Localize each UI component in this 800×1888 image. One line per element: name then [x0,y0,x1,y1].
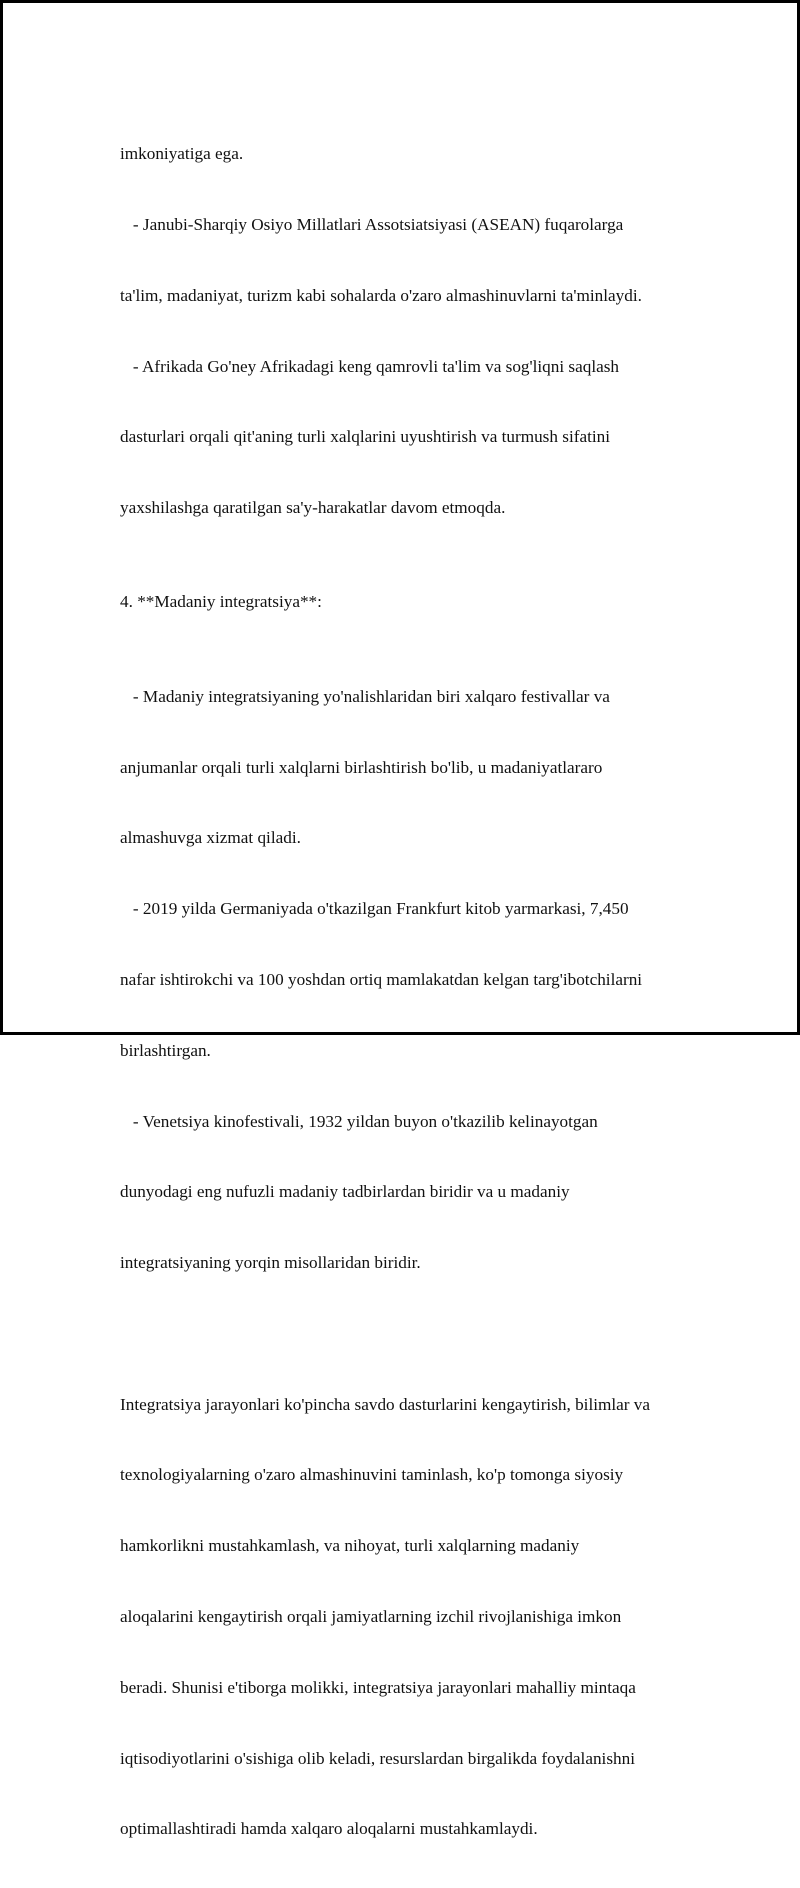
text-line: integratsiyaning yorqin misollaridan biridir. [120,1253,421,1273]
text-line: Integratsiya jarayonlari ko'pincha savdo dasturlarini kengaytirish, bilimlar va [120,1394,651,1414]
text-line: - Venetsiya kinofestivali, 1932 yildan buyon o'tkazilib kelinayotgan [120,1111,598,1131]
text-line: hamkorlikni mustahkamlash, va nihoyat, turli xalqlarning madaniy [120,1536,580,1556]
text-line: anjumanlar orqali turli xalqlarni birlashtirish bo'lib, u madaniyatlararo [120,757,603,777]
section-heading: 4. **Madaniy integratsiya**: [120,592,322,612]
text-line: - 2019 yilda Germaniyada o'tkazilgan Frankfurt kitob yarmarkasi, 7,450 [120,899,629,919]
text-line: yaxshilashga qaratilgan sa'y-harakatlar davom etmoqda. [120,498,506,518]
paragraph-regional-examples [120,95,700,567]
text-line: optimallashtiradi hamda xalqaro aloqalarni mustahkamlaydi. [120,1819,538,1839]
text-line: - Madaniy integratsiyaning yo'nalishlaridan biri xalqaro festivallar va [120,686,610,706]
paragraph-gap [120,1322,700,1346]
paragraph-cultural-integration [120,638,700,1322]
text-line: imkoniyatiga ega. [120,144,244,164]
paragraph-conclusion [120,1345,700,1888]
text-line: ta'lim, madaniyat, turizm kabi sohalarda o'zaro almashinuvlarni ta'minlaydi. [120,285,642,305]
text-line: nafar ishtirokchi va 100 yoshdan ortiq mamlakatdan kelgan targ'ibotchilarni [120,969,643,989]
text-line: aloqalarini kengaytirish orqali jamiyatlarning izchil rivojlanishiga imkon [120,1607,622,1626]
text-line: birlashtirgan. [120,1040,211,1060]
paragraph-gap [120,614,700,638]
text-line: - Afrikada Go'ney Afrikadagi keng qamrovli ta'lim va sog'liqni saqlash [120,356,620,376]
text-line: dasturlari orqali qit'aning turli xalqlarini uyushtirish va turmush sifatini [120,427,610,447]
text-line: texnologiyalarning o'zaro almashinuvini taminlash, ko'p tomonga siyosiy [120,1465,624,1485]
text-line: almashuvga xizmat qiladi. [120,828,301,848]
text-line: beradi. Shunisi e'tiborga molikki, integratsiya jarayonlari mahalliy mintaqa [120,1677,636,1697]
text-line: dunyodagi eng nufuzli madaniy tadbirlardan biridir va u madaniy [120,1182,570,1202]
text-line: - Janubi-Sharqiy Osiyo Millatlari Assotsiatsiyasi (ASEAN) fuqarolarga [120,214,624,234]
paragraph-gap [120,567,700,591]
text-line: iqtisodiyotlarini o'sishiga olib keladi, resurslardan birgalikda foydalanishni [120,1748,635,1768]
page-content [120,95,700,1888]
